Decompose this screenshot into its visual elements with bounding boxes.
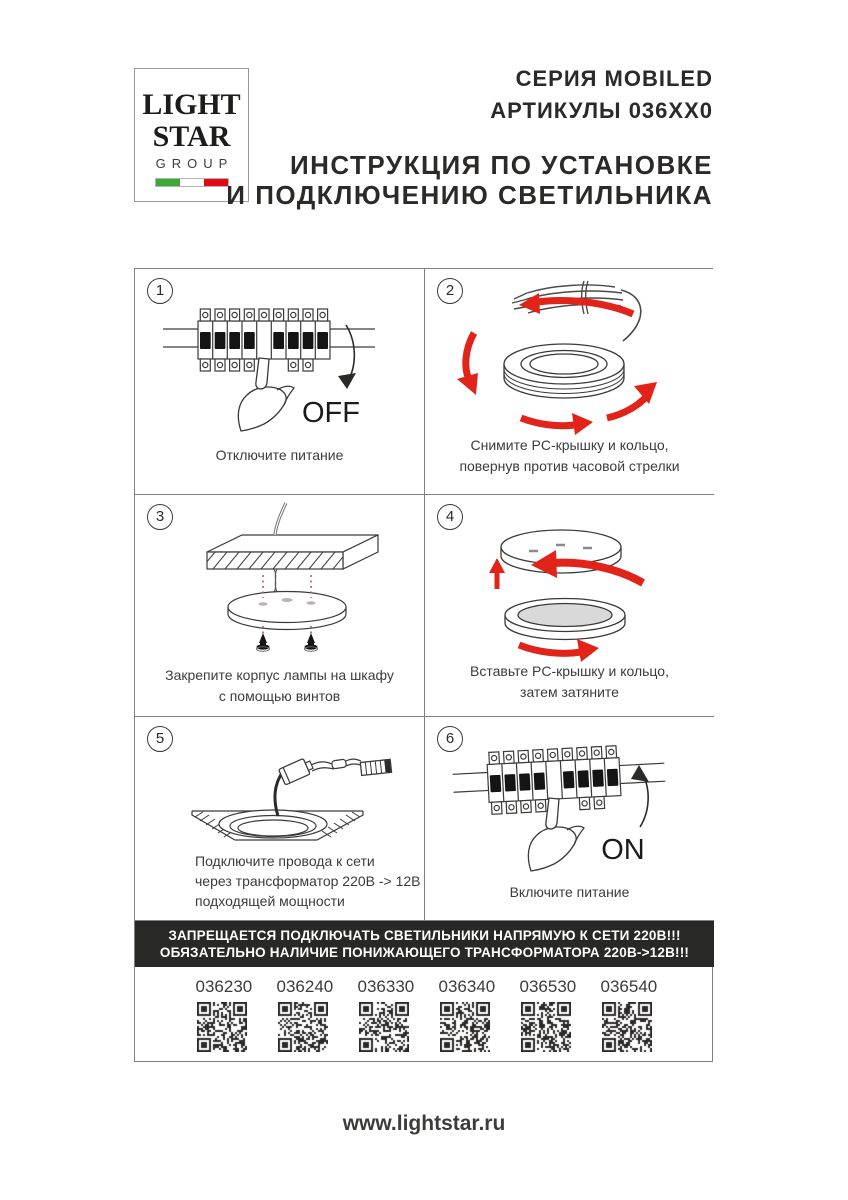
warning-banner <box>135 921 714 967</box>
step-caption-line: Отключите питание <box>215 447 344 463</box>
qr-code <box>359 1002 409 1052</box>
step-caption-line: подходящей мощности <box>195 893 345 909</box>
logo-word-star: STAR <box>152 120 231 153</box>
step-caption-line: через трансформатор 220В -> 12В <box>195 873 421 889</box>
step-caption-line: Подключите провода к сети <box>195 853 375 869</box>
step-caption-line: с помощью винтов <box>218 688 341 704</box>
article-item <box>276 967 334 1063</box>
step-number-badge: 5 <box>147 726 173 752</box>
article-number: 036330 <box>357 977 415 996</box>
cabinet-board <box>201 535 378 569</box>
article-number: 036540 <box>600 977 658 996</box>
wire-and-transformer <box>275 756 392 816</box>
step-number-badge: 1 <box>147 278 173 304</box>
screws <box>257 633 318 651</box>
on-arrow <box>631 765 649 827</box>
step-2-cell <box>425 269 714 495</box>
step-caption-line: повернув против часовой стрелки <box>459 458 680 474</box>
step-3-cell <box>135 495 425 717</box>
article-number: 036340 <box>438 977 496 996</box>
qr-code <box>440 1002 490 1052</box>
articles-title: АРТИКУЛЫ 036XX0 <box>490 98 713 123</box>
step-number-badge: 4 <box>437 504 463 530</box>
pc-cover-ring <box>505 599 625 640</box>
footer-url: www.lightstar.ru <box>342 1112 506 1135</box>
articles-row <box>135 967 714 1063</box>
article-number: 036230 <box>195 977 253 996</box>
qr-code <box>521 1002 571 1052</box>
step-caption-line: Вставьте PC-крышку и кольцо, <box>470 663 669 679</box>
article-item <box>357 967 415 1063</box>
step-caption-line: Закрепите корпус лампы на шкафу <box>165 667 394 683</box>
article-item <box>519 967 577 1063</box>
step-caption-line: Снимите PC-крышку и кольцо, <box>470 437 669 453</box>
power-state-label: OFF <box>302 397 360 429</box>
power-state-label: ON <box>601 834 645 866</box>
article-number: 036530 <box>519 977 577 996</box>
recessed-lamp <box>219 810 327 838</box>
step-4-cell <box>425 495 714 717</box>
step-number-badge: 6 <box>437 726 463 752</box>
page-title-line2: И ПОДКЛЮЧЕНИЮ СВЕТИЛЬНИКА <box>226 180 713 210</box>
article-number: 036240 <box>276 977 334 996</box>
flag-white-stripe <box>180 179 204 186</box>
step-6-cell <box>425 717 714 921</box>
series-title: СЕРИЯ MOBILED <box>515 66 713 91</box>
step-5-cell <box>135 717 425 921</box>
qr-code <box>278 1002 328 1052</box>
instruction-grid <box>134 268 713 1062</box>
off-arrow <box>338 325 356 389</box>
warning-line: ЗАПРЕЩАЕТСЯ ПОДКЛЮЧАТЬ СВЕТИЛЬНИКИ НАПРЯМУЮ К СЕТИ 220В!!! <box>168 928 681 943</box>
step-number-badge: 2 <box>437 278 463 304</box>
logo-word-light: LIGHT <box>142 88 241 121</box>
page-title-line1: ИНСТРУКЦИЯ ПО УСТАНОВКЕ <box>289 150 713 180</box>
flag-green-stripe <box>156 179 180 186</box>
article-item <box>600 967 658 1063</box>
qr-code <box>197 1002 247 1052</box>
step-caption-line: Включите питание <box>509 884 630 900</box>
puck-light <box>504 344 624 398</box>
article-item <box>195 967 253 1063</box>
lamp-body-disk <box>228 592 346 630</box>
italian-flag-icon <box>155 178 229 187</box>
logo-word-group: GROUP <box>155 156 234 171</box>
step-caption-line: затем затяните <box>520 684 619 700</box>
step-1-cell <box>135 269 425 495</box>
article-item <box>438 967 496 1063</box>
qr-code <box>602 1002 652 1052</box>
flag-red-stripe <box>204 179 228 186</box>
step-number-badge: 3 <box>147 504 173 530</box>
warning-line: ОБЯЗАТЕЛЬНО НАЛИЧИЕ ПОНИЖАЮЩЕГО ТРАНСФОРМАТОРА 220В->12В!!! <box>159 945 690 960</box>
